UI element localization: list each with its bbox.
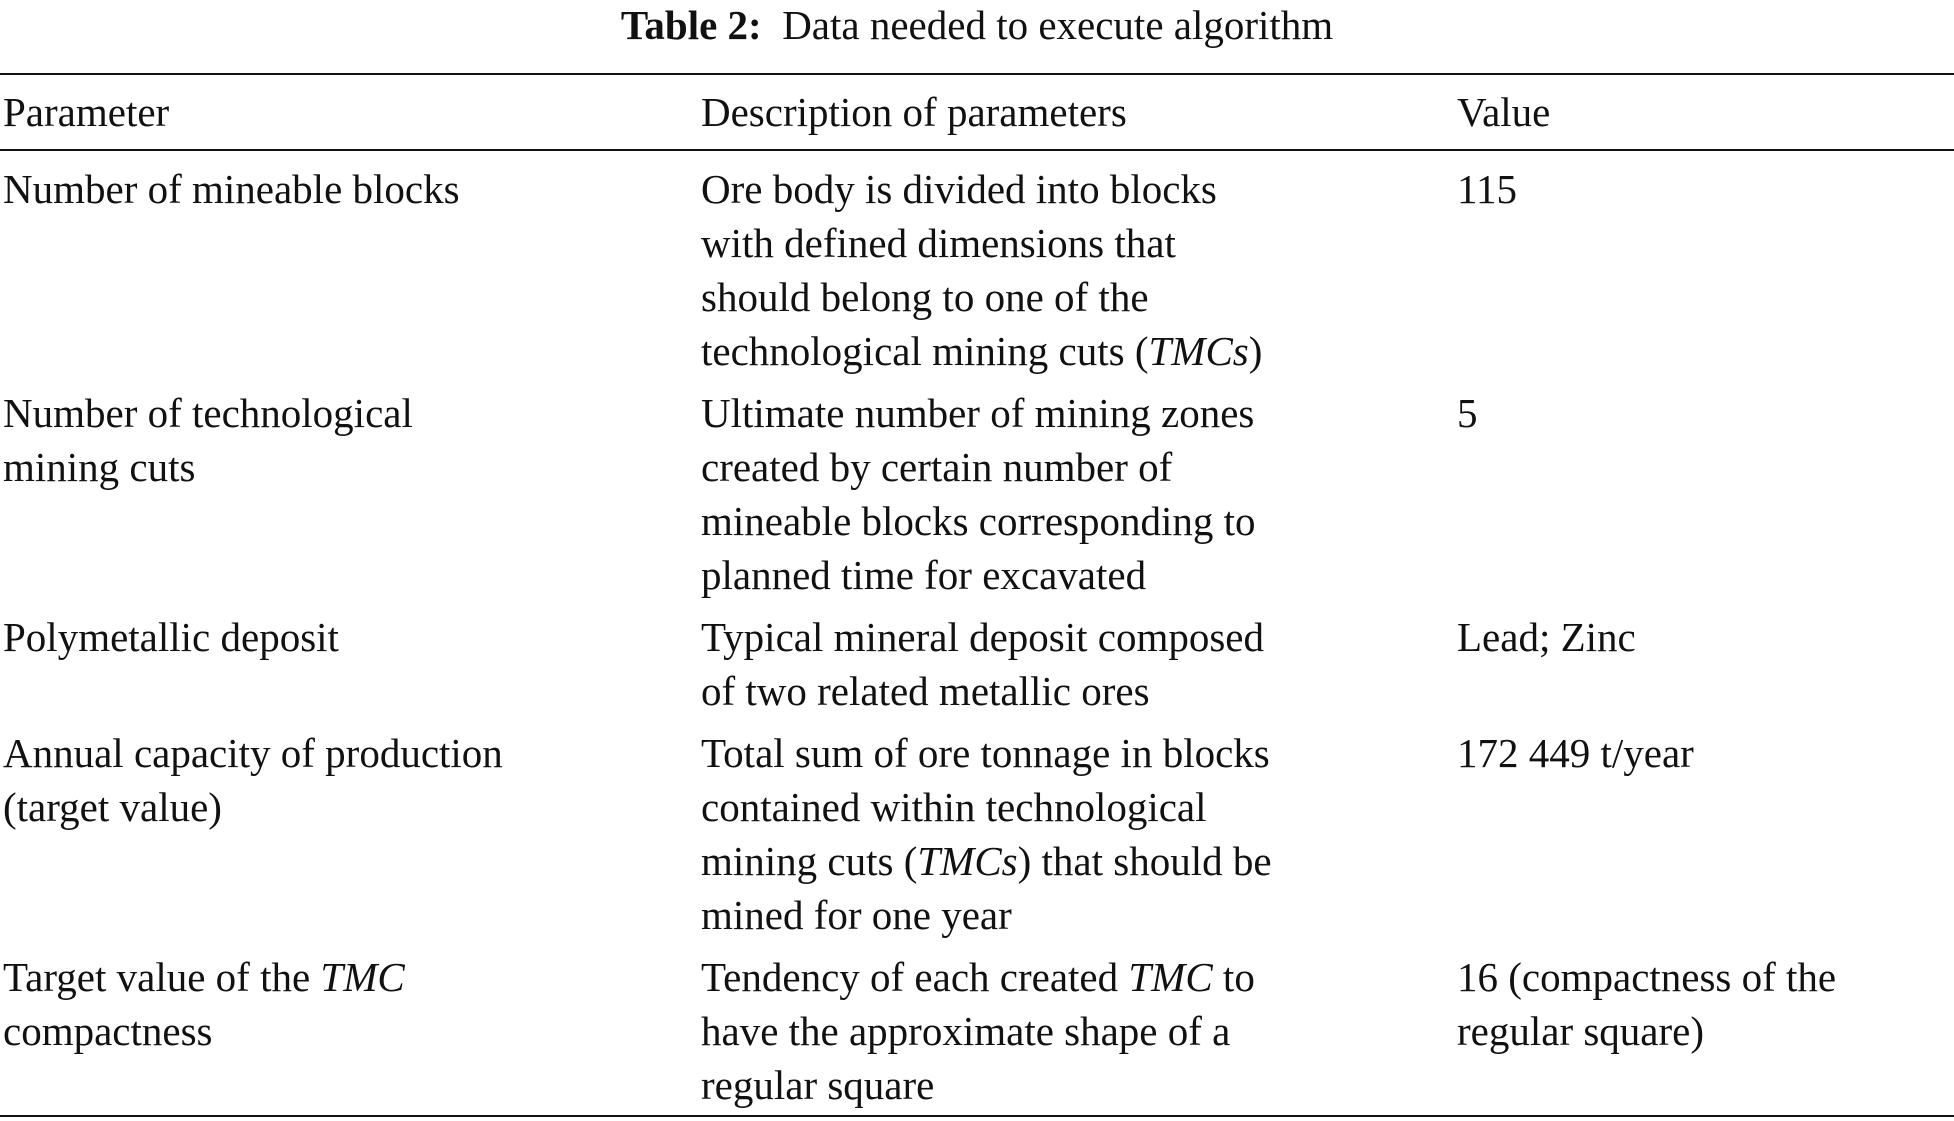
row-1-description-line-3: should belong to one of the (701, 274, 1149, 320)
row-5-parameter (3, 950, 405, 1058)
row-1-description-line-4: technological mining cuts (TMCs) (701, 328, 1263, 374)
row-1-description (701, 162, 1262, 378)
row-4-value (1457, 726, 1694, 780)
row-3-parameter (3, 610, 339, 664)
row-2-value (1457, 386, 1478, 440)
row-3-value (1457, 610, 1636, 664)
row-5-description-line-1: Tendency of each created TMC to (701, 954, 1255, 1000)
row-4-description-line-1: Total sum of ore tonnage in blocks (701, 730, 1270, 776)
row-1-description-line-1: Ore body is divided into blocks (701, 166, 1217, 212)
row-3-parameter-line-1: Polymetallic deposit (3, 614, 339, 660)
row-2-value-line-1: 5 (1457, 390, 1478, 436)
row-2-description-line-1: Ultimate number of mining zones (701, 390, 1255, 436)
row-4-parameter-line-2: (target value) (3, 784, 222, 830)
row-4-parameter (3, 726, 503, 834)
row-4-description-line-3: mining cuts (TMCs) that should be (701, 838, 1272, 884)
row-1-value-line-1: 115 (1457, 166, 1517, 212)
row-1-value (1457, 162, 1517, 216)
row-2-description-line-2: created by certain number of (701, 444, 1173, 490)
row-1-parameter (3, 162, 460, 216)
row-5-description (701, 950, 1255, 1112)
row-2-description-line-3: mineable blocks corresponding to (701, 498, 1256, 544)
row-2-description-line-4: planned time for excavated (701, 552, 1147, 598)
row-1-parameter-line-1: Number of mineable blocks (3, 166, 460, 212)
row-2-parameter-line-1: Number of technological (3, 390, 413, 436)
row-4-description (701, 726, 1272, 942)
row-3-description-line-2: of two related metallic ores (701, 668, 1150, 714)
row-2-description (701, 386, 1256, 602)
row-5-description-line-2: have the approximate shape of a (701, 1008, 1231, 1054)
row-4-description-line-4: mined for one year (701, 892, 1012, 938)
caption-title: Data needed to execute algorithm (782, 2, 1334, 48)
row-2-parameter (3, 386, 413, 494)
row-4-value-line-1: 172 449 t/year (1457, 730, 1694, 776)
header-value: Value (1457, 89, 1551, 135)
row-4-parameter-line-1: Annual capacity of production (3, 730, 503, 776)
row-2-parameter-line-2: mining cuts (3, 444, 196, 490)
header-rule (0, 149, 1954, 151)
row-5-value-line-2: regular square) (1457, 1008, 1705, 1054)
row-4-description-line-2: contained within technological (701, 784, 1207, 830)
row-5-parameter-line-2: compactness (3, 1008, 213, 1054)
row-5-value (1457, 950, 1836, 1058)
row-3-description (701, 610, 1264, 718)
caption-label: Table 2: (620, 2, 762, 48)
row-3-description-line-1: Typical mineral deposit composed (701, 614, 1265, 660)
row-5-description-line-3: regular square (701, 1062, 935, 1108)
row-5-value-line-1: 16 (compactness of the (1457, 954, 1837, 1000)
header-description: Description of parameters (701, 89, 1127, 135)
row-3-value-line-1: Lead; Zinc (1457, 614, 1636, 660)
bottom-rule (0, 1115, 1954, 1117)
header-parameter: Parameter (3, 89, 170, 135)
row-5-parameter-line-1: Target value of the TMC (3, 954, 405, 1000)
row-1-description-line-2: with defined dimensions that (701, 220, 1176, 266)
